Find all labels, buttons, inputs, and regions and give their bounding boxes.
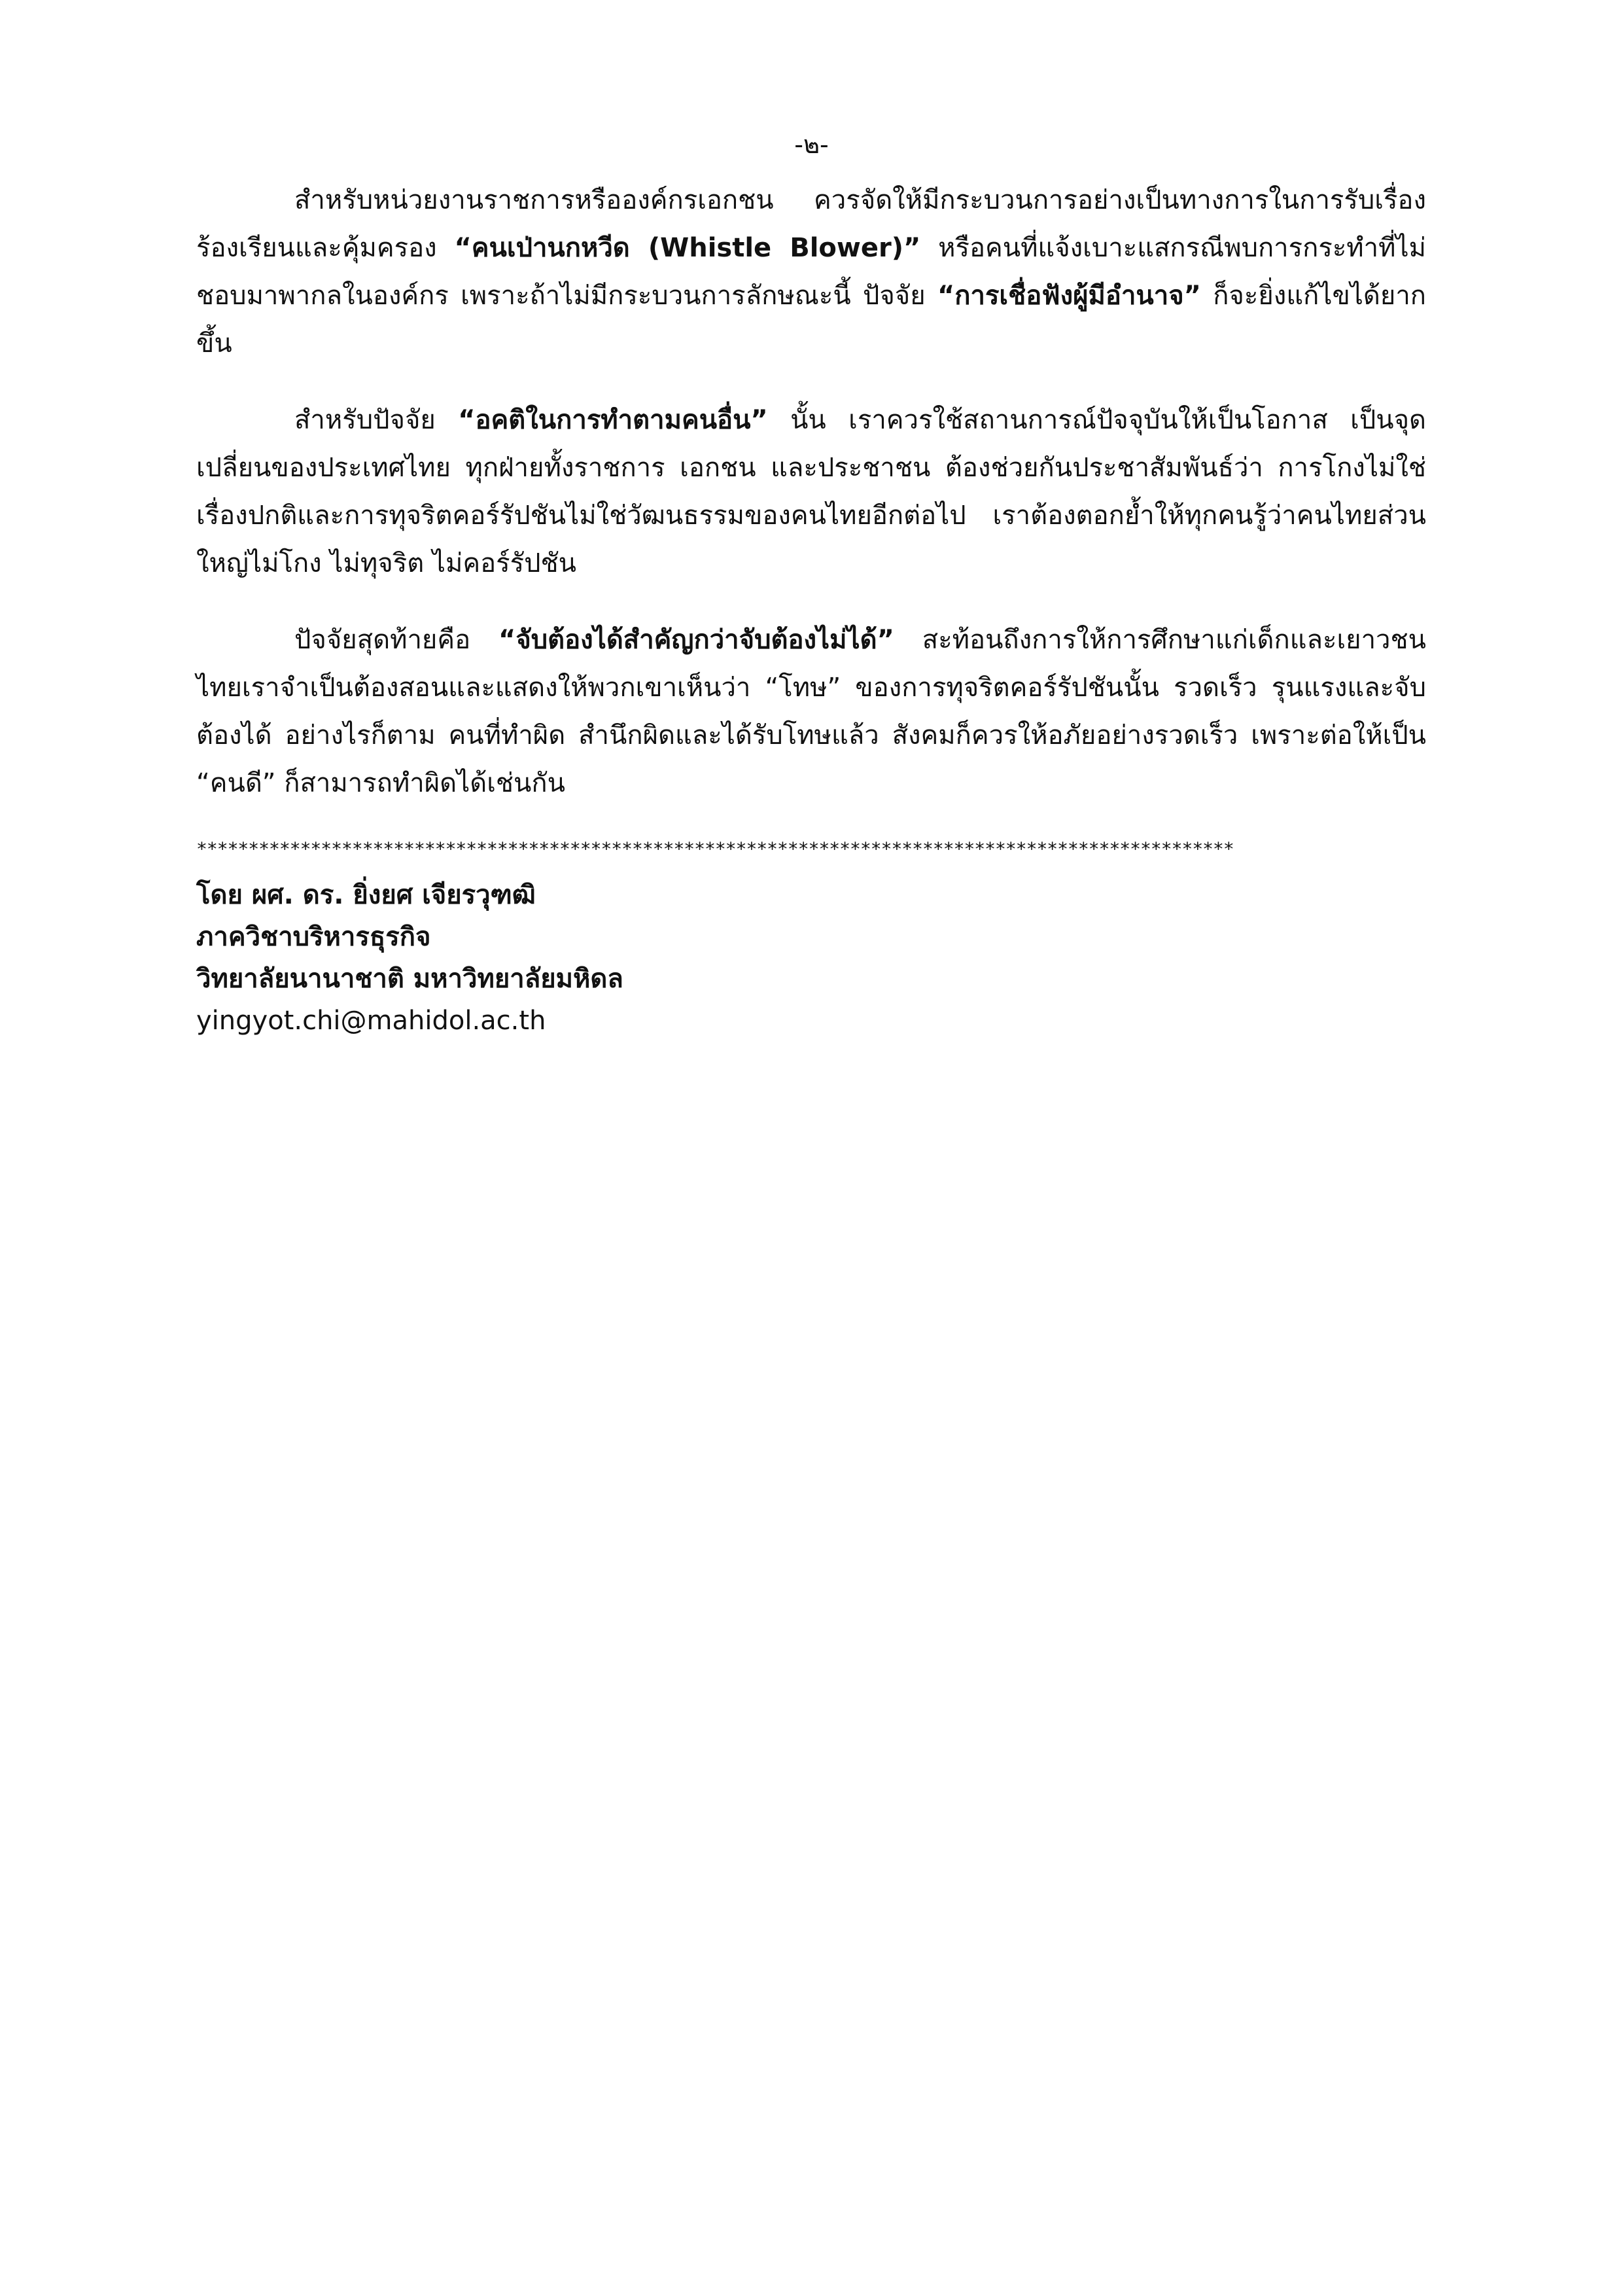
author-institution: วิทยาลัยนานาชาติ มหาวิทยาลัยมหิดล xyxy=(196,964,623,994)
text-run: นั้น เราควรใช้สถานการณ์ปัจจุบันให้เป็นโอกาส เป็นจุดเปลี่ยนของประเทศไทย ทุกฝ่ายทั้งราชการ เอกชน และประชาชน ต้องช่วยกันประชาสัมพันธ์ว่า การโกงไม่ใช่เรื่องปกติและการทุจริตคอร์รัปชันไม่ใช่วัฒนธรรมของคนไทยอีกต่อไป เราต้องตอกย้ำให้ทุกคนรู้ว่าคนไทยส่วนใหญ่ไม่โกง ไม่ทุจริต ไม่คอร์รัปชัน xyxy=(196,405,1426,578)
text-run: สำหรับหน่วยงานราชการหรือองค์กรเอกชน ควรจัดให้มีกระบวนการอย่างเป็นทางการในการรับเรื่องร้องเรียนและคุ้มครอง xyxy=(196,185,1426,263)
author-name: โดย ผศ. ดร. ยิ่งยศ เจียรวุฑฒิ xyxy=(196,880,536,910)
bold-phrase: “การเชื่อฟังผู้มีอำนาจ” xyxy=(937,281,1201,311)
text-run: สำหรับปัจจัย xyxy=(294,405,459,435)
paragraph-whistle-blower xyxy=(196,177,1426,368)
bold-phrase: “อคติในการทำตามคนอื่น” xyxy=(458,405,768,435)
article-body xyxy=(196,177,1426,1042)
paragraph-tangibility xyxy=(196,616,1426,807)
page-number: -๒- xyxy=(794,130,829,159)
bold-phrase: “คนเป่านกหวีด (Whistle Blower)” xyxy=(454,233,921,263)
author-department: ภาควิชาบริหารธุรกิจ xyxy=(196,922,431,952)
author-email: yingyot.chi@mahidol.ac.th xyxy=(196,1006,546,1036)
bold-phrase: “จับต้องได้สำคัญกว่าจับต้องไม่ได้” xyxy=(498,625,894,655)
text-run: ก็จะยิ่งแก้ไขได้ยากขึ้น xyxy=(196,281,1426,359)
paragraph-conformity-bias xyxy=(196,397,1426,588)
text-run: ปัจจัยสุดท้ายคือ xyxy=(294,625,499,655)
asterisk-separator: **************************************************************************************************** xyxy=(196,838,1234,860)
author-signature xyxy=(196,874,1426,1042)
text-run: สะท้อนถึงการให้การศึกษาแก่เด็กและเยาวชนไทยเราจำเป็นต้องสอนและแสดงให้พวกเขาเห็นว่า “โทษ” ของการทุจริตคอร์รัปชันนั้น รวดเร็ว รุนแรงและจับต้องได้ อย่างไรก็ตาม คนที่ทำผิด สำนึกผิดและได้รับโทษแล้ว สังคมก็ควรให้อภัยอย่างรวดเร็ว เพราะต่อให้เป็น “คนดี” ก็สามารถทำผิดได้เช่นกัน xyxy=(196,625,1426,798)
text-run: หรือคนที่แจ้งเบาะแสกรณีพบการกระทำที่ไม่ชอบมาพากลในองค์กร เพราะถ้าไม่มีกระบวนการลักษณะนี้ ปัจจัย xyxy=(196,233,1426,311)
